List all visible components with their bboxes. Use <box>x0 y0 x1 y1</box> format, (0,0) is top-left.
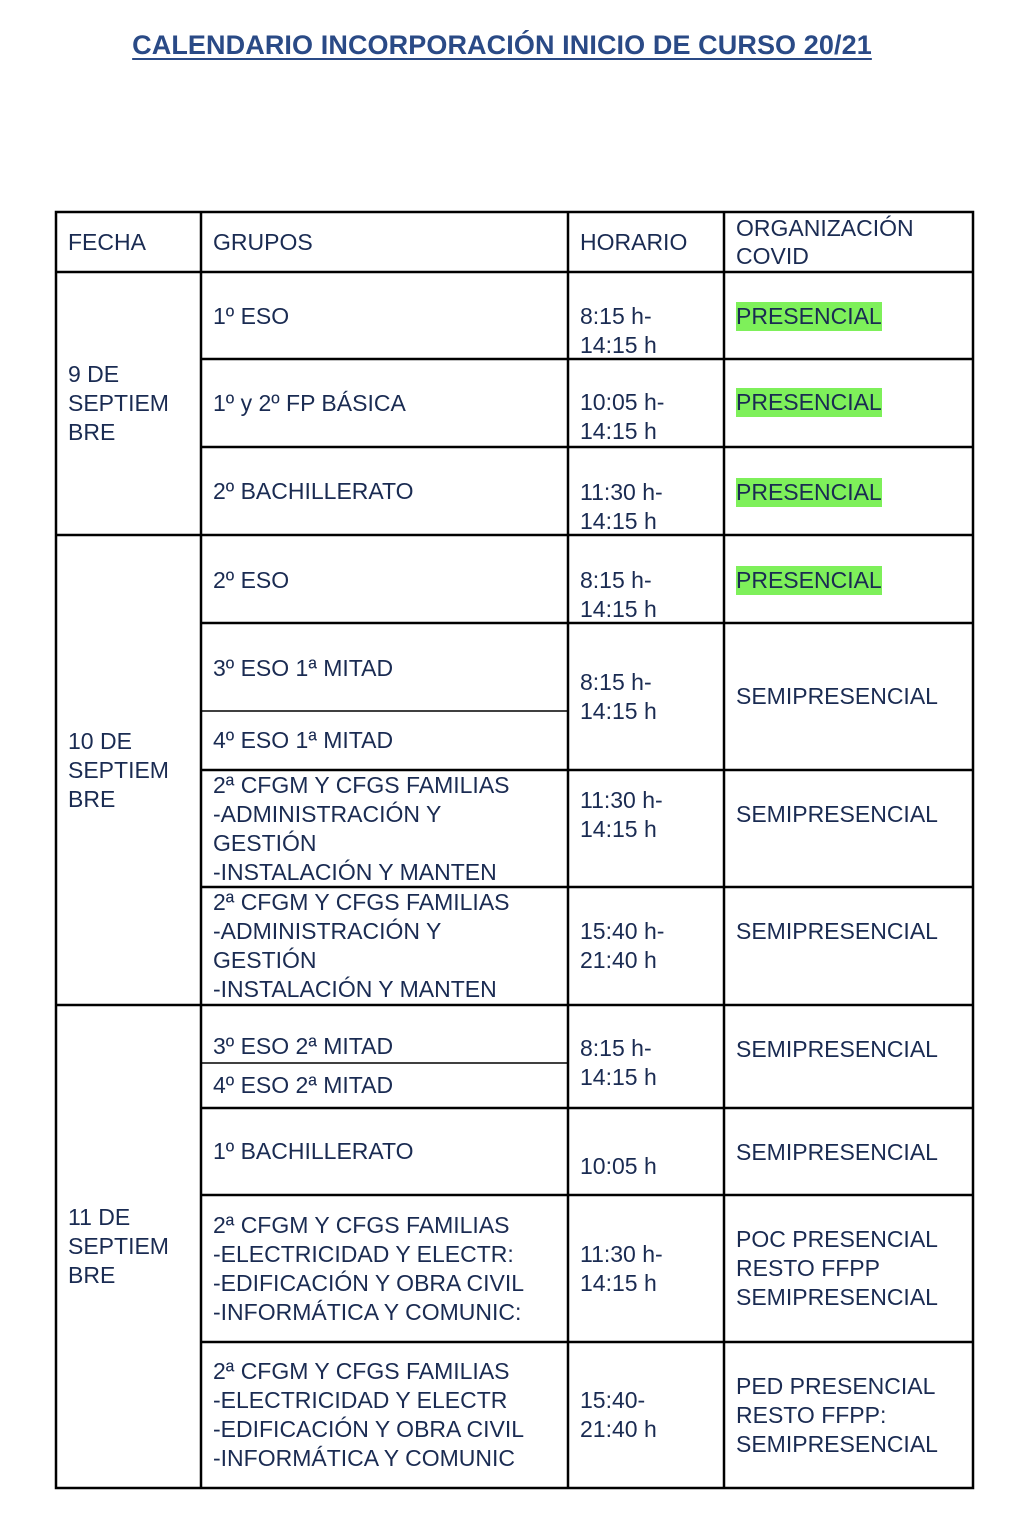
group-cell: 2ª CFGM Y CFGS FAMILIAS -ADMINISTRACIÓN Y GESTIÓN -INSTALACIÓN Y MANTEN <box>213 771 510 885</box>
date-cell: 9 DE SEPTIEM BRE <box>68 361 169 445</box>
organization-cell: SEMIPRESENCIAL <box>736 1139 938 1165</box>
presencial-badge: PRESENCIAL <box>736 303 882 329</box>
organization-cell: SEMIPRESENCIAL <box>736 683 938 709</box>
group-cell: 4º ESO 2ª MITAD <box>213 1072 394 1098</box>
presencial-badge: PRESENCIAL <box>736 567 882 593</box>
group-cell: 1º BACHILLERATO <box>213 1138 414 1164</box>
group-cell: 3º ESO 2ª MITAD <box>213 1033 394 1059</box>
group-cell: 2ª CFGM Y CFGS FAMILIAS -ELECTRICIDAD Y ELECTR -EDIFICACIÓN Y OBRA CIVIL -INFORMÁTICA Y COMUNIC <box>213 1358 525 1471</box>
schedule-cell: 11:30 h- 14:15 h <box>580 479 663 534</box>
header-grupos: GRUPOS <box>213 228 313 255</box>
schedule-cell: 8:15 h- 14:15 h <box>580 1034 657 1090</box>
organization-cell <box>724 447 973 535</box>
presencial-badge: PRESENCIAL <box>736 479 882 505</box>
header-fecha: FECHA <box>68 228 146 255</box>
header-organizacion: ORGANIZACIÓN COVID <box>736 215 914 269</box>
group-cell: 2ª CFGM Y CFGS FAMILIAS -ELECTRICIDAD Y ELECTR: -EDIFICACIÓN Y OBRA CIVIL -INFORMÁTICA Y COMUNIC: <box>213 1211 525 1325</box>
schedule-cell: 10:05 h <box>580 1153 657 1179</box>
group-cell: 2º BACHILLERATO <box>213 477 414 504</box>
schedule-cell: 11:30 h- 14:15 h <box>580 1240 663 1296</box>
organization-cell: SEMIPRESENCIAL <box>736 801 938 827</box>
schedule-cell: 10:05 h- 14:15 h <box>580 389 665 444</box>
organization-cell: SEMIPRESENCIAL <box>736 1036 938 1062</box>
presencial-badge: PRESENCIAL <box>736 389 882 415</box>
organization-cell: POC PRESENCIAL RESTO FFPP SEMIPRESENCIAL <box>736 1226 938 1310</box>
group-cell: 4º ESO 1ª MITAD <box>213 727 394 753</box>
page-title: CALENDARIO INCORPORACIÓN INICIO DE CURSO 20/21 <box>132 30 872 60</box>
date-cell: 10 DE SEPTIEM BRE <box>68 727 169 812</box>
header-horario: HORARIO <box>580 228 688 255</box>
organization-cell: SEMIPRESENCIAL <box>736 918 938 944</box>
group-cell: 1º ESO <box>213 303 290 329</box>
schedule-cell: 15:40- 21:40 h <box>580 1387 657 1442</box>
organization-cell <box>724 359 973 447</box>
schedule-cell: 15:40 h- 21:40 h <box>580 918 665 973</box>
schedule-cell: 8:15 h- 14:15 h <box>580 303 657 358</box>
date-cell: 11 DE SEPTIEM BRE <box>68 1204 169 1288</box>
group-cell: 2º ESO <box>213 567 290 593</box>
group-cell: 1º y 2º FP BÁSICA <box>213 389 406 416</box>
schedule-cell: 8:15 h- 14:15 h <box>580 668 657 724</box>
schedule-cell: 8:15 h- 14:15 h <box>580 567 657 622</box>
organization-cell <box>724 272 973 359</box>
organization-cell: PED PRESENCIAL RESTO FFPP: SEMIPRESENCIAL <box>736 1372 938 1457</box>
organization-cell <box>724 535 973 623</box>
group-cell: 2ª CFGM Y CFGS FAMILIAS -ADMINISTRACIÓN Y GESTIÓN -INSTALACIÓN Y MANTEN <box>213 889 510 1002</box>
schedule-cell: 11:30 h- 14:15 h <box>580 787 663 842</box>
group-cell: 3º ESO 1ª MITAD <box>213 655 394 681</box>
